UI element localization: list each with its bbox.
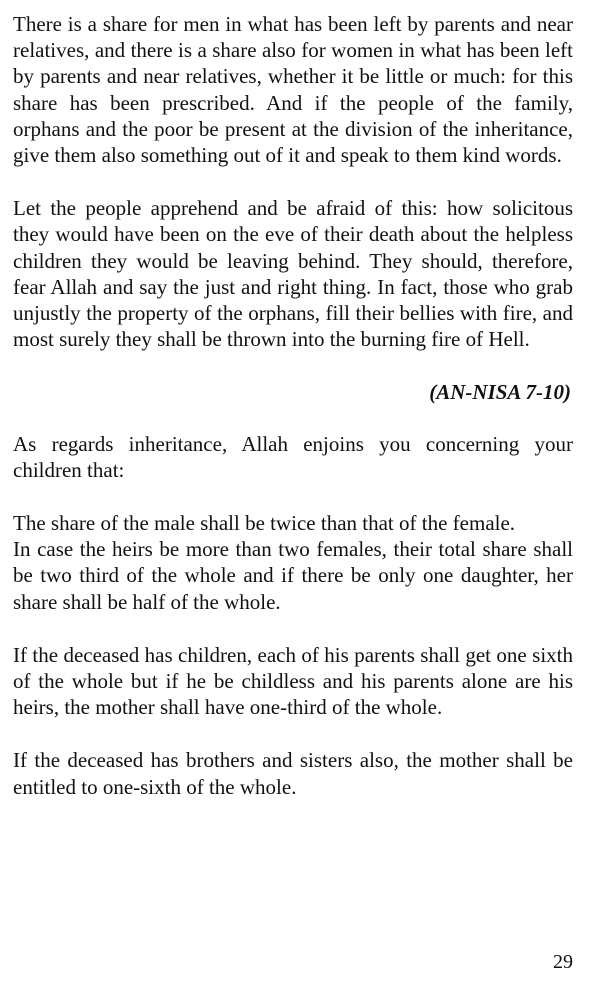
paragraph-fear-allah: Let the people apprehend and be afraid of this: how solicitous they would have been on the eve of their death about the helpless children they would be leaving behind. They should, therefore, fear Allah and say the just and right thing. In fact, those who grab unjustly the property of the orphans, fill their bellies with fire, and most surely they shall be thrown into the burning fire of Hell. bbox=[13, 196, 573, 352]
page-content bbox=[13, 11, 573, 800]
verse-citation: (AN-NISA 7-10) bbox=[429, 380, 571, 405]
paragraph-female-heirs: In case the heirs be more than two females, their total share shall be two third of the whole and if there be only one daughter, her share shall be half of the whole. bbox=[13, 537, 573, 614]
paragraph-siblings-share: If the deceased has brothers and sisters also, the mother shall be entitled to one-sixth of the whole. bbox=[13, 748, 573, 799]
paragraph-parents-share: If the deceased has children, each of his parents shall get one sixth of the whole but if he be childless and his parents alone are his heirs, the mother shall have one-third of the whole. bbox=[13, 642, 573, 720]
paragraph-share-men-women: There is a share for men in what has been left by parents and near relatives, and there is a share also for women in what has been left by parents and near relatives, whether it be little or much: for this share has been prescribed. And if the people of the family, orphans and the poor be present at the division of the inheritance, give them also something out of it and speak to them kind words. bbox=[13, 12, 573, 168]
page-number: 29 bbox=[553, 951, 573, 973]
paragraph-male-share: The share of the male shall be twice than that of the female. bbox=[13, 511, 516, 536]
paragraph-inheritance-intro: As regards inheritance, Allah enjoins you concerning your children that: bbox=[13, 431, 573, 482]
